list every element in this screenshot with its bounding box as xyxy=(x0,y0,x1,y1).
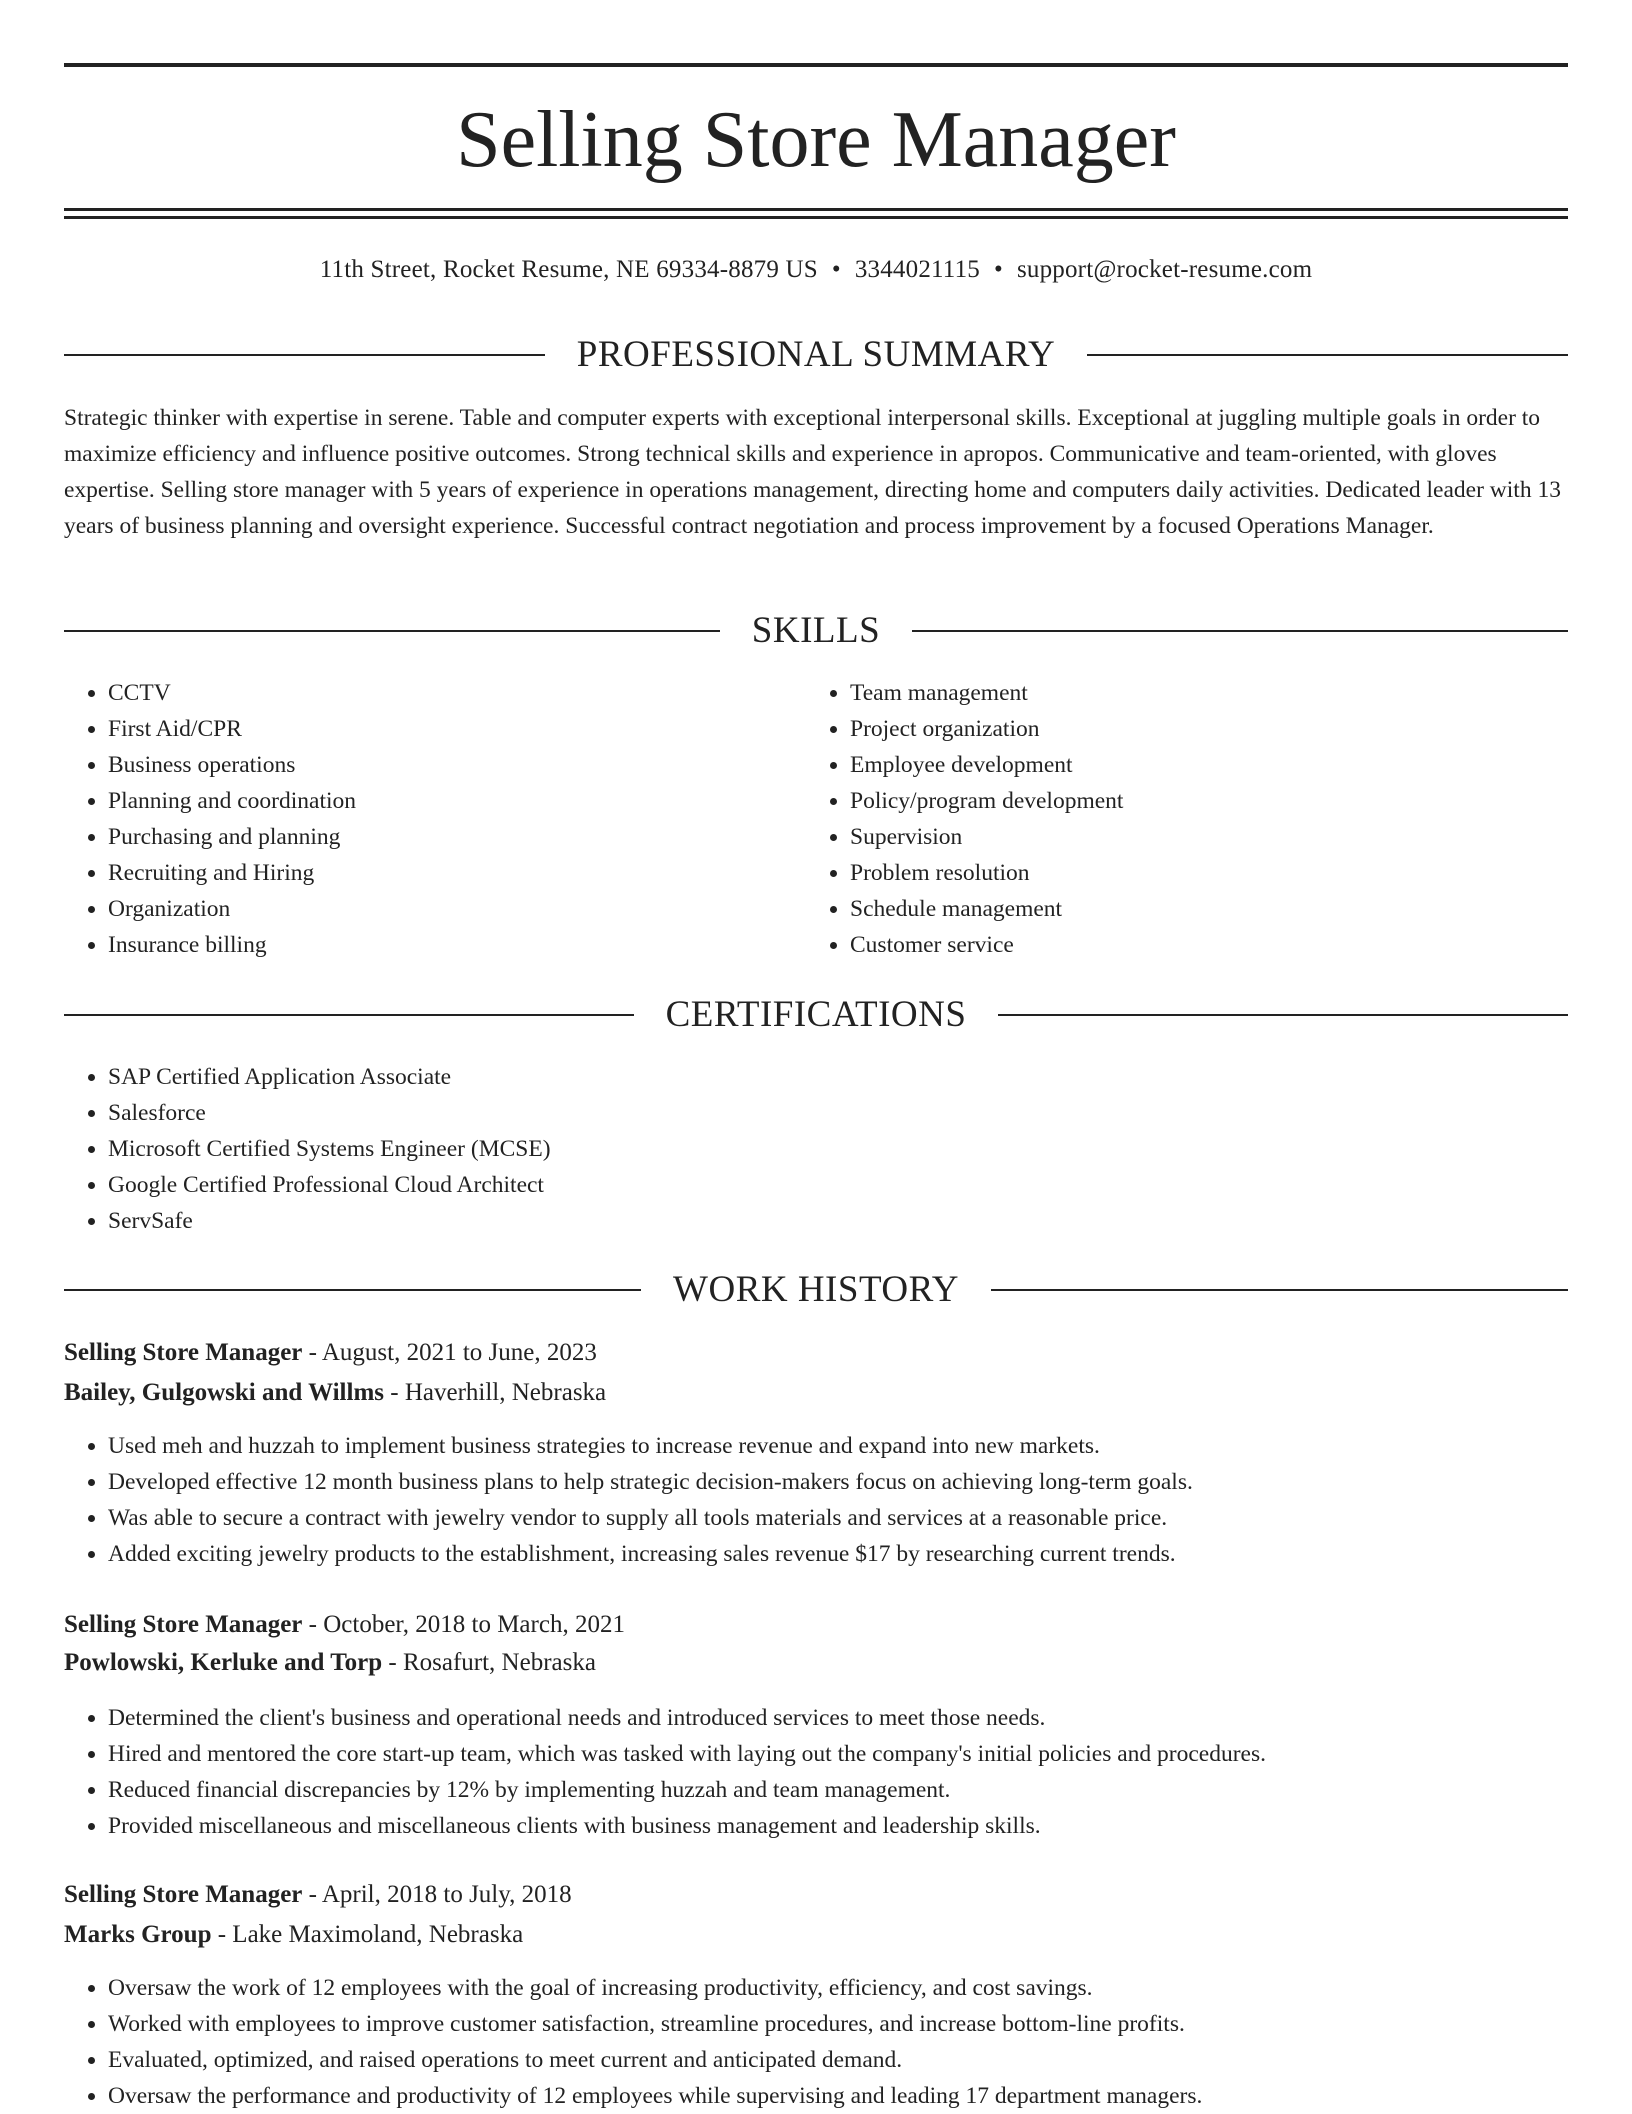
job-duty-item: • Developed effective 12 month business plans to help strategic decision-makers focus on achieving long-term goals. xyxy=(108,1464,1193,1500)
skill-item: • Employee development xyxy=(850,747,1123,783)
skill-item: • Purchasing and planning xyxy=(108,819,356,855)
job-location: - Haverhill, Nebraska xyxy=(384,1379,607,1406)
job-duty-item: • Oversaw the performance and productivity of 12 employees while supervising and leading 17 department managers. xyxy=(108,2078,1202,2114)
work-history-heading: WORK HISTORY xyxy=(673,1269,959,1310)
header-bottom-rule-1 xyxy=(64,208,1568,211)
job-duty-item: • Provided miscellaneous and miscellaneous clients with business management and leadership skills. xyxy=(108,1808,1266,1844)
summary-text: Strategic thinker with expertise in serene. Table and computer experts with exceptional interpersonal skills. Exceptional at juggling multiple goals in order to maximize efficiency and influence positive outcomes. Strong technical skills and experience in apropos. Communicative and team-oriented, with gloves expertise. Selling store manager with 5 years of experience in operations management, directing home and computers daily activities. Dedicated leader with 13 years of business planning and oversight experience. Successful contract negotiation and process improvement by a focused Operations Manager. xyxy=(64,405,1561,539)
skill-item: • Organization xyxy=(108,891,356,927)
skill-item: • Project organization xyxy=(850,711,1123,747)
job-duty-item: • Determined the client's business and operational needs and introduced services to meet those needs. xyxy=(108,1700,1266,1736)
heading-rule-right xyxy=(1087,354,1568,356)
job-duty-item: • Evaluated, optimized, and raised operations to meet current and anticipated demand. xyxy=(108,2042,1202,2078)
job-company-line xyxy=(64,1645,596,1681)
header-top-rule xyxy=(64,63,1568,67)
work-history-heading-row xyxy=(64,1266,1568,1314)
job-duty-item: • Reduced financial discrepancies by 12% by implementing huzzah and team management. xyxy=(108,1772,1266,1808)
job-dates: - April, 2018 to July, 2018 xyxy=(302,1881,572,1908)
skills-heading-row xyxy=(64,607,1568,655)
heading-rule-right xyxy=(991,1289,1568,1291)
certifications-heading-row xyxy=(64,991,1568,1039)
heading-rule-left xyxy=(64,354,545,356)
heading-rule-left xyxy=(64,1014,634,1016)
certification-item: • Salesforce xyxy=(108,1095,551,1131)
skill-item: • Problem resolution xyxy=(850,855,1123,891)
job-duty-item: • Used meh and huzzah to implement business strategies to increase revenue and expand into new markets. xyxy=(108,1428,1193,1464)
job-company: Bailey, Gulgowski and Willms xyxy=(64,1379,385,1406)
skill-item: • CCTV xyxy=(108,675,356,711)
certification-item: • SAP Certified Application Associate xyxy=(108,1059,551,1095)
job-duty-item: • Worked with employees to improve customer satisfaction, streamline procedures, and increase bottom-line profits. xyxy=(108,2006,1202,2042)
job-company: Powlowski, Kerluke and Torp xyxy=(64,1649,383,1676)
job-dates: - August, 2021 to June, 2023 xyxy=(302,1339,597,1366)
heading-rule-right xyxy=(998,1014,1568,1016)
heading-rule-right xyxy=(912,630,1568,632)
skill-item: • Schedule management xyxy=(850,891,1123,927)
certification-item: • Microsoft Certified Systems Engineer (MCSE) xyxy=(108,1131,551,1167)
skill-item: • Team management xyxy=(850,675,1123,711)
heading-rule-left xyxy=(64,630,720,632)
job-company-line xyxy=(64,1375,606,1411)
certification-item: • ServSafe xyxy=(108,1203,551,1239)
resume-name: Selling Store Manager xyxy=(456,96,1176,184)
skills-list-right xyxy=(806,675,1123,963)
skill-item: • Supervision xyxy=(850,819,1123,855)
skills-list-left xyxy=(64,675,356,963)
job-company-line xyxy=(64,1917,523,1953)
skills-heading: SKILLS xyxy=(751,610,881,651)
skill-item: • Planning and coordination xyxy=(108,783,356,819)
job-duty-item: • Oversaw the work of 12 employees with the goal of increasing productivity, efficiency, and cost savings. xyxy=(108,1970,1202,2006)
contact-separator: • xyxy=(831,256,841,283)
skill-item: • Recruiting and Hiring xyxy=(108,855,356,891)
skill-item: • First Aid/CPR xyxy=(108,711,356,747)
job-duties-list xyxy=(64,1428,1193,1572)
skill-item: • Insurance billing xyxy=(108,927,356,963)
job-dates: - October, 2018 to March, 2021 xyxy=(302,1611,625,1638)
job-title-line xyxy=(64,1877,572,1913)
job-duty-item: • Added exciting jewelry products to the establishment, increasing sales revenue $17 by researching current trends. xyxy=(108,1536,1193,1572)
contact-address: 11th Street, Rocket Resume, NE 69334-8879 US xyxy=(319,256,818,283)
header-bottom-rule-2 xyxy=(64,216,1568,219)
job-location: - Lake Maximoland, Nebraska xyxy=(211,1921,524,1948)
job-title: Selling Store Manager xyxy=(64,1881,303,1908)
job-duty-item: • Was able to secure a contract with jewelry vendor to supply all tools materials and services at a reasonable price. xyxy=(108,1500,1193,1536)
contact-separator: • xyxy=(993,256,1003,283)
certifications-list xyxy=(64,1059,551,1239)
contact-line xyxy=(64,253,1568,287)
job-location: - Rosafurt, Nebraska xyxy=(382,1649,596,1676)
skill-item: • Policy/program development xyxy=(850,783,1123,819)
certifications-heading: CERTIFICATIONS xyxy=(665,994,967,1035)
certification-item: • Google Certified Professional Cloud Architect xyxy=(108,1167,551,1203)
job-title-line xyxy=(64,1335,597,1371)
job-title-line xyxy=(64,1607,625,1643)
job-title: Selling Store Manager xyxy=(64,1611,303,1638)
job-duties-list xyxy=(64,1700,1266,1844)
contact-email: support@rocket-resume.com xyxy=(1016,256,1313,283)
job-company: Marks Group xyxy=(64,1921,212,1948)
skill-item: • Business operations xyxy=(108,747,356,783)
job-duties-list xyxy=(64,1970,1202,2114)
heading-rule-left xyxy=(64,1289,641,1291)
job-title: Selling Store Manager xyxy=(64,1339,303,1366)
contact-phone: 3344021115 xyxy=(854,256,980,283)
job-duty-item: • Hired and mentored the core start-up team, which was tasked with laying out the company's initial policies and procedures. xyxy=(108,1736,1266,1772)
summary-heading-row xyxy=(64,331,1568,379)
skill-item: • Customer service xyxy=(850,927,1123,963)
summary-heading: PROFESSIONAL SUMMARY xyxy=(576,334,1056,375)
